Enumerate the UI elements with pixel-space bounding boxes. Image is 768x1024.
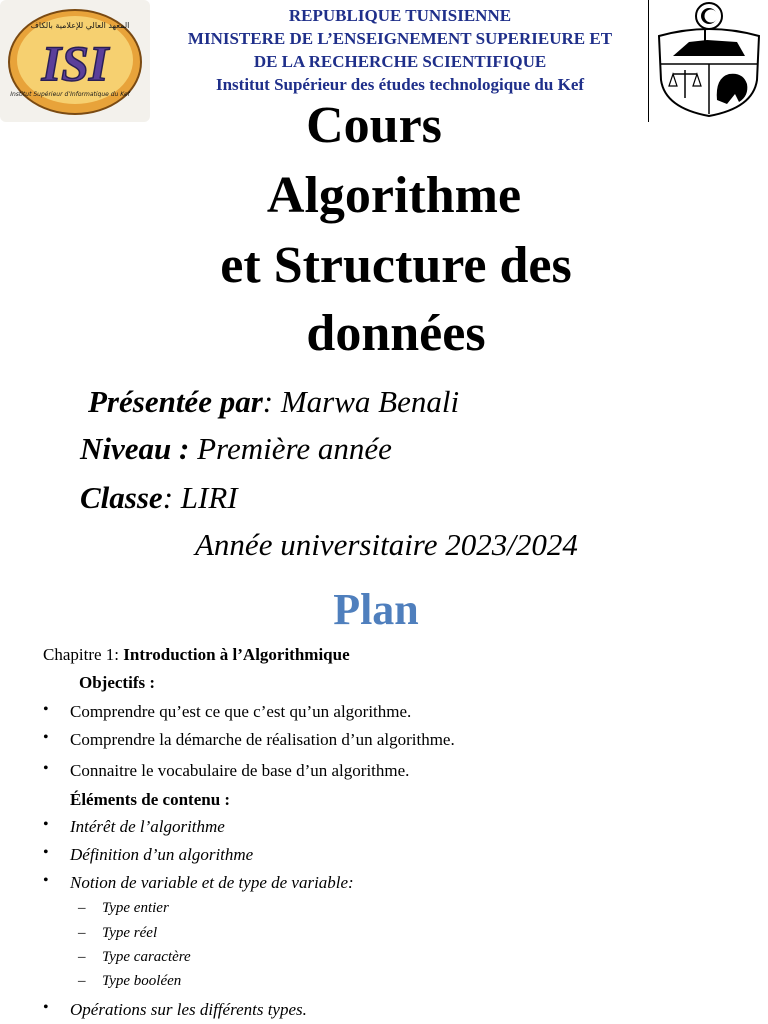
header-research: DE LA RECHERCHE SCIENTIFIQUE bbox=[253, 52, 547, 71]
presenter-line bbox=[88, 384, 459, 420]
bullet-icon: • bbox=[43, 872, 49, 889]
dash-icon: – bbox=[78, 900, 86, 916]
bullet-icon: • bbox=[43, 701, 49, 718]
type-item bbox=[78, 900, 378, 920]
header-institute: Institut Supérieur des études technologique du Kef bbox=[215, 75, 585, 94]
dash-icon: – bbox=[78, 949, 86, 965]
dash-icon: – bbox=[78, 925, 86, 941]
type-item bbox=[78, 949, 378, 969]
content-label: Éléments de contenu : bbox=[70, 790, 231, 809]
header-republic: REPUBLIQUE TUNISIENNE bbox=[288, 6, 512, 25]
logo-isi-text: ISI bbox=[41, 35, 109, 91]
plan-heading: Plan bbox=[333, 585, 419, 634]
bullet-icon: • bbox=[43, 816, 49, 833]
type-text: Type entier bbox=[102, 900, 169, 916]
academic-year: Année universitaire 2023/2024 bbox=[195, 527, 578, 562]
bullet-icon: • bbox=[43, 760, 49, 777]
objectives-label: Objectifs : bbox=[79, 673, 156, 692]
content-item bbox=[43, 845, 643, 867]
title-line-3: et Structure des bbox=[220, 237, 572, 294]
objective-item bbox=[43, 702, 643, 724]
type-text: Type réel bbox=[102, 925, 158, 941]
presenter-value: : Marwa Benali bbox=[262, 384, 460, 419]
chapter-prefix: Chapitre 1: bbox=[43, 645, 124, 664]
class-label: Classe bbox=[80, 480, 163, 515]
title-line-1: Cours bbox=[306, 97, 442, 154]
type-text: Type booléen bbox=[102, 973, 182, 989]
class-value: : LIRI bbox=[162, 480, 238, 515]
content-item bbox=[43, 1000, 643, 1022]
objective-text: Comprendre la démarche de réalisation d’un algorithme. bbox=[70, 730, 455, 749]
presenter-label: Présentée par bbox=[88, 384, 263, 419]
chapter-title: Introduction à l’Algorithmique bbox=[123, 645, 350, 664]
type-item bbox=[78, 925, 378, 945]
title-line-2: Algorithme bbox=[266, 167, 522, 224]
class-line bbox=[80, 480, 238, 516]
type-text: Type caractère bbox=[102, 949, 191, 965]
objective-text: Comprendre qu’est ce que c’est qu’un algorithme. bbox=[70, 702, 412, 721]
content-text: Intérêt de l’algorithme bbox=[70, 817, 225, 836]
objective-item bbox=[43, 761, 643, 783]
level-value: Première année bbox=[189, 431, 392, 466]
logo-arabic-text: المعهد العالي للإعلامية بالكاف bbox=[30, 21, 130, 30]
type-item bbox=[78, 973, 378, 993]
header-ministry: MINISTERE DE L’ENSEIGNEMENT SUPERIEURE ET bbox=[187, 29, 613, 48]
chapter-heading bbox=[43, 645, 350, 665]
content-item bbox=[43, 873, 643, 895]
title-line-4: données bbox=[306, 305, 486, 362]
objective-text: Connaitre le vocabulaire de base d’un algorithme. bbox=[70, 761, 410, 780]
objective-item bbox=[43, 730, 643, 752]
content-text: Définition d’un algorithme bbox=[70, 845, 254, 864]
logo-caption: Institut Supérieur d’Informatique du Kef bbox=[10, 91, 130, 98]
bullet-icon: • bbox=[43, 729, 49, 746]
level-label: Niveau : bbox=[80, 431, 190, 466]
bullet-icon: • bbox=[43, 844, 49, 861]
dash-icon: – bbox=[78, 973, 86, 989]
content-item bbox=[43, 817, 643, 839]
content-text: Notion de variable et de type de variable: bbox=[70, 873, 354, 892]
bullet-icon: • bbox=[43, 999, 49, 1016]
level-line bbox=[80, 431, 392, 467]
content-text: Opérations sur les différents types. bbox=[70, 1000, 307, 1019]
